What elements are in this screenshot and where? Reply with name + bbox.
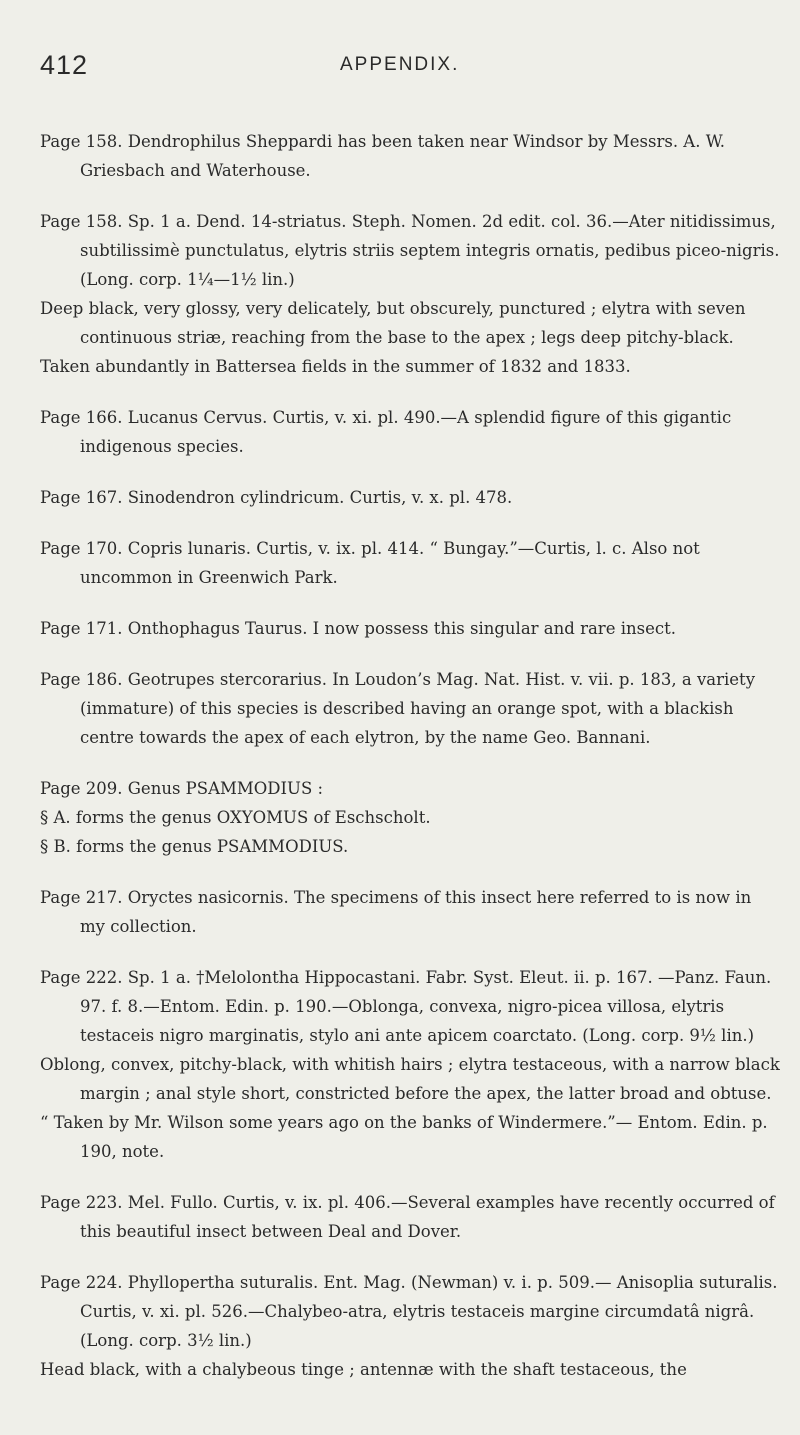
entry-page-217-oryctes	[40, 883, 780, 941]
paragraph: Taken abundantly in Battersea fields in the summer of 1832 and 1833.	[40, 357, 631, 376]
subsection-line: § B. forms the genus PSAMMODIUS.	[40, 837, 349, 856]
entry-page-224-phyllopertha	[40, 1268, 780, 1384]
paragraph: Page 158. Sp. 1 a. Dend. 14-striatus. Steph. Nomen. 2d edit. col. 36.—Ater nitidissimus, subtilissimè punctulatus, elytris striis septem integris ornatis, pedibus piceo-nigris. (Long. corp. 1¼—1½ lin.)	[40, 212, 780, 289]
paragraph: Page 217. Oryctes nasicornis. The specimens of this insect here referred to is now in my collection.	[40, 888, 752, 936]
entry-page-158-dendrophilus	[40, 127, 780, 185]
paragraph: Page 167. Sinodendron cylindricum. Curtis, v. x. pl. 478.	[40, 488, 513, 507]
page-header	[40, 50, 770, 80]
paragraph: Page 170. Copris lunaris. Curtis, v. ix. pl. 414. “ Bungay.”—Curtis, l. c. Also not uncommon in Greenwich Park.	[40, 539, 700, 587]
entry-page-158-striatus	[40, 207, 780, 381]
paragraph: Page 171. Onthophagus Taurus. I now possess this singular and rare insect.	[40, 619, 676, 638]
entry-page-223-mel-fullo	[40, 1188, 780, 1246]
paragraph: “ Taken by Mr. Wilson some years ago on the banks of Windermere.”— Entom. Edin. p. 190, note.	[40, 1113, 768, 1161]
paragraph: Page 222. Sp. 1 a. †Melolontha Hippocastani. Fabr. Syst. Eleut. ii. p. 167. —Panz. Faun. 97. f. 8.—Entom. Edin. p. 190.—Oblonga, convexa, nigro-picea villosa, elytris testaceis nigro marginatis, stylo ani ante apicem coarctato. (Long. corp. 9½ lin.)	[40, 968, 772, 1045]
page-number: 412	[40, 50, 89, 80]
entry-page-170-copris	[40, 534, 780, 592]
entry-page-171-onthophagus	[40, 614, 780, 643]
paragraph: Oblong, convex, pitchy-black, with whitish hairs ; elytra testaceous, with a narrow black margin ; anal style short, constricted before the apex, the latter broad and obtuse.	[40, 1055, 780, 1103]
paragraph: Head black, with a chalybeous tinge ; antennæ with the shaft testaceous, the	[40, 1360, 687, 1379]
entry-page-167-sinodendron	[40, 483, 780, 512]
entry-page-166-lucanus	[40, 403, 780, 461]
paragraph: Deep black, very glossy, very delicately, but obscurely, punctured ; elytra with seven continuous striæ, reaching from the base to the apex ; legs deep pitchy-black.	[40, 299, 746, 347]
paragraph: Page 186. Geotrupes stercorarius. In Loudon’s Mag. Nat. Hist. v. vii. p. 183, a variety (immature) of this species is described having an orange spot, with a blackish centre towards the apex of each elytron, by the name Geo. Bannani.	[40, 670, 756, 747]
running-head: APPENDIX.	[340, 54, 460, 75]
subsection-line: § A. forms the genus OXYOMUS of Eschscholt.	[40, 808, 431, 827]
paragraph: Page 158. Dendrophilus Sheppardi has been taken near Windsor by Messrs. A. W. Griesbach and Waterhouse.	[40, 132, 726, 180]
paragraph: Page 166. Lucanus Cervus. Curtis, v. xi. pl. 490.—A splendid figure of this gigantic indigenous species.	[40, 408, 732, 456]
entry-page-209-psammodius	[40, 774, 780, 861]
paragraph: Page 223. Mel. Fullo. Curtis, v. ix. pl. 406.—Several examples have recently occurred of this beautiful insect between Deal and Dover.	[40, 1193, 775, 1241]
paragraph: Page 209. Genus PSAMMODIUS :	[40, 779, 324, 798]
appendix-text	[40, 127, 780, 1406]
entry-page-222-melolontha	[40, 963, 780, 1166]
entry-page-186-geotrupes	[40, 665, 780, 752]
paragraph: Page 224. Phyllopertha suturalis. Ent. Mag. (Newman) v. i. p. 509.— Anisoplia suturalis. Curtis, v. xi. pl. 526.—Chalybeo-atra, elytris testaceis margine circumdatâ nigrâ. (Long. corp. 3½ lin.)	[40, 1273, 778, 1350]
